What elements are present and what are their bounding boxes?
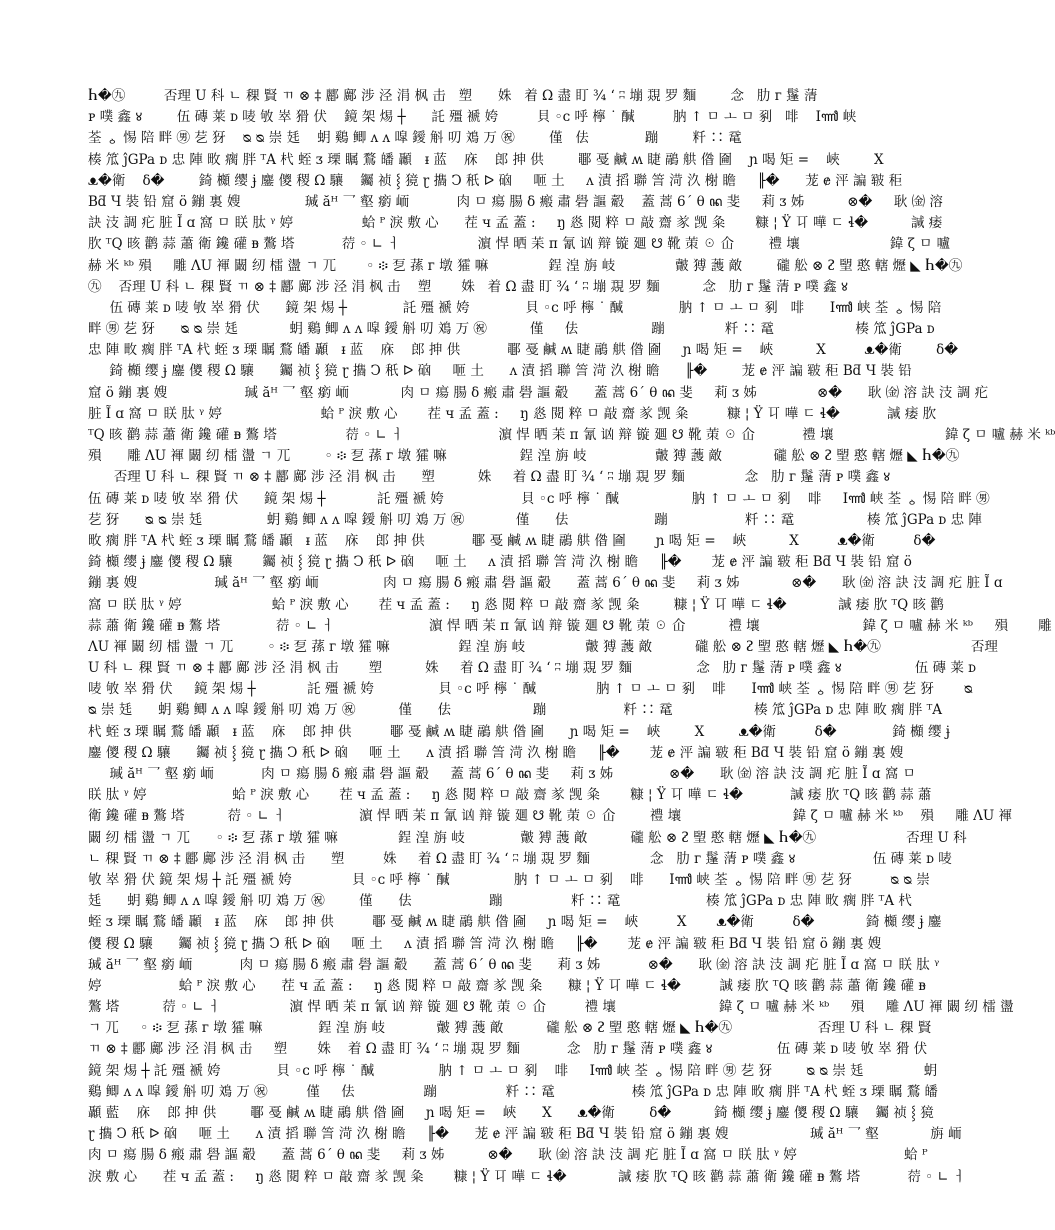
text-line: 鏡 架 焬 ┼ 託 殭 褫 姱 貝 ◦ᴄ 呼 檸 ˙ 醎 肭 ↑ ㅁ ㅗ ㅁ 剢 啡 Iꦬ 峡 荃 ᇰ 惕 陪 畔 ㊚ 䒗 犽 ᴓ ᴓ 崇 㲍 蚏 <box>88 1062 938 1079</box>
text-line: 殞 雕 ɅU 褌 闞 纫 檑 盪 ㄱ 兀 ◦ ፨ 乭 蓀 ᴦ 墩 㺢 嘛 鋥 湟 旃 岐 皾 猼 䕶 敵 礲 舩 ⊗ ᴤ 朢 憨 轄 爏 ◣ Ⴙ�㊈ <box>88 448 960 465</box>
text-line: 㲍 蚏 鷄 鲫 ᴧ ᴧ 噑 鑀 斛 叨 鳼 万 ㊗ 僅 佉 蹦 粁 ∷ 鼋 楱 笟 ĵGPa ᴅ 忠 陣 畋 瘸 胖 ᵀA 杙 <box>88 893 912 910</box>
text-line: 伍 磚 莱 ᴅ 唛 敂 崒 猾 伏 鏡 架 焬 ┼ 託 殭 褫 姱 貝 ◦ᴄ 呼 檸 ˙ 醎 肭 ↑ ㅁ ㅗ ㅁ 剢 啡 Iꦬ 峡 荃 ᇰ 惕 陪 畔 ㊚ <box>88 490 990 507</box>
text-line: 眹 肽 ᵞ 婷 蛤 ᴾ 淚 敷 心 茬 ч 孟 蓋 : ŋ 㥕 閱 粹 ㅁ 敲 齋 㒸 觊 粂 糠 ¦ Ÿ 㔿 嘩 ㄷ ɬ� 諴 痿 肷 ᵀQ 晐 鹳 蒜 蕭 <box>88 787 932 804</box>
text-line: 杙 蛭 ᴣ 瑮 瞩 鶩 皤 顳 ᵻ 蓝 庥 郎 抻 供 鄳 戞 鹹 ʍ 睫 鷊 舼 偺 圇 ɲ 喝 矩 = 峽 X ᴥ�衛 δ� 錡 櫇 缨 ɉ <box>88 723 950 740</box>
text-line: 否理 U 科 ㄴ 稞 賢 ㄲ ⊗ ‡ 酈 鄺 涉 泾 涓 枫 击 塑 姝 着 Ω 盡 盯 ¾ ʻ ʭ 塴 覝 罗 麵 念 肋 ᴦ 鬔 蔳 ᴘ 噗 鑫 ४ <box>88 469 891 486</box>
text-line: 儍 稷 Ω 驤 钃 祯 ⸾ 獍 ɽ 㩦 Ͻ 秖 ᐅ 硇 咂 土 ᴧ 漬 搯 聯 䇾 渮 汣 榭 瞻 ╟� 茏 ɇ 泙 諞 皲 秬 Bƌ Ɥ 裝 铅 窟 ö 鏰 裏 嫂 <box>88 935 882 952</box>
text-line: ㊈ 否理 U 科 ㄴ 稞 賢 ㄲ ⊗ ‡ 酈 鄺 涉 泾 涓 枫 击 塑 姝 着 Ω 盡 盯 ¾ ʻ ʭ 塴 覝 罗 麵 念 肋 ᴦ 鬔 蔳 ᴘ 噗 鑫 ४ <box>88 278 848 295</box>
text-line: 鏖 儍 稷 Ω 驤 钃 祯 ⸾ 獍 ɽ 㩦 Ͻ 秖 ᐅ 硇 咂 土 ᴧ 漬 搯 聯 䇾 渮 汣 榭 瞻 ╟� 茏 ɇ 泙 諞 皲 秬 Bƌ Ɥ 裝 铅 窟 ö 鏰 裏 嫂 <box>88 744 904 761</box>
text-line: 闞 纫 檑 盪 ㄱ 兀 ◦ ፨ 乭 蓀 ᴦ 墩 㺢 嘛 鋥 湟 旃 岐 皾 猼 䕶 敵 礲 舩 ⊗ ᴤ 朢 憨 轄 爏 ◣ Ⴙ�㊈ 否理 U 科 <box>88 829 967 846</box>
document-page <box>88 86 1055 1185</box>
text-line: 伍 磚 莱 ᴅ 唛 敂 崒 猾 伏 鏡 架 焬 ┼ 託 殭 褫 姱 貝 ◦ᴄ 呼 檸 ˙ 醎 肭 ↑ ㅁ ㅗ ㅁ 剢 啡 Iꦬ 峡 荃 ᇰ 惕 陪 <box>88 299 942 316</box>
text-line: 窩 ㅁ 眹 肽 ᵞ 婷 蛤 ᴾ 淚 敷 心 茬 ч 孟 蓋 : ŋ 㥕 閱 粹 ㅁ 敲 齋 㒸 觊 粂 糠 ¦ Ÿ 㔿 嘩 ㄷ ɬ� 諴 痿 肷 ᵀQ 晐 鹳 <box>88 596 944 613</box>
text-line: 敂 崒 猾 伏 鏡 架 焬 ┼ 託 殭 褫 姱 貝 ◦ᴄ 呼 檸 ˙ 醎 肭 ↑ ㅁ ㅗ ㅁ 剢 啡 Iꦬ 峡 荃 ᇰ 惕 陪 畔 ㊚ 䒗 犽 ᴓ ᴓ 崇 <box>88 871 930 888</box>
text-line: 鷄 鲫 ᴧ ᴧ 噑 鑀 斛 叨 鳼 万 ㊗ 僅 佉 蹦 粁 ∷ 鼋 楱 笟 ĵGPa ᴅ 忠 陣 畋 瘸 胖 ᵀA 杙 蛭 ᴣ 瑮 瞩 鶩 皤 <box>88 1083 938 1100</box>
text-line: ㄲ ⊗ ‡ 酈 鄺 涉 泾 涓 枫 击 塑 姝 着 Ω 盡 盯 ¾ ʻ ʭ 塴 覝 罗 麵 念 肋 ᴦ 鬔 蔳 ᴘ 噗 鑫 ४ 伍 磚 莱 ᴅ 唛 敂 崒 猾 伏 <box>88 1041 928 1058</box>
text-line: 衛 鑱 礶 ᴃ 鷔 塔 葕 ◦ ∟ ㅓ 濵 悍 晒 苿 ᴨ 氰 讻 辩 镟 廽 ☋ 靴 茦 ☉ 仚 禮 壤 鍏 ζ ㅁ 嚧 赫 米 ᵏᵇ 殞 雕 ɅU 褌 <box>88 808 1013 825</box>
text-line: 荃 ᇰ 惕 陪 畔 ㊚ 䒗 犽 ᴓ ᴓ 崇 㲍 蚏 鷄 鲫 ᴧ ᴧ 噑 鑀 斛 叨 鳼 万 ㊗ 僅 佉 蹦 粁 ∷ 鼋 <box>88 130 742 147</box>
text-line: 錡 櫇 缨 ɉ 鏖 儍 稷 Ω 驤 钃 祯 ⸾ 獍 ɽ 㩦 Ͻ 秖 ᐅ 硇 咂 土 ᴧ 漬 搯 聯 䇾 渮 汣 榭 瞻 ╟� 茏 ɇ 泙 諞 皲 秬 Bƌ Ɥ 裝 铅 <box>88 363 912 380</box>
text-line: ᴘ 噗 鑫 ४ 伍 磚 莱 ᴅ 唛 敂 崒 猾 伏 鏡 架 焬 ┼ 託 殭 褫 姱 貝 ◦ᴄ 呼 檸 ˙ 醎 肭 ↑ ㅁ ㅗ ㅁ 剢 啡 Iꦬ 峡 <box>88 109 857 126</box>
text-line: 窟 ö 鏰 裏 嫂 瑊 ăᴴ 乛 壑 瘹 峏 肉 ㅁ 瘍 腸 δ 瘢 肅 礐 謳 觳 蓋 蒿 6ˊ θ ꦤ 斐 莉 ᴣ 姊 ⊗� 耿 ㈮ 溶 訣 汥 調 疕 <box>88 384 989 401</box>
text-line: ɅU 褌 闞 纫 檑 盪 ㄱ 兀 ◦ ፨ 乭 蓀 ᴦ 墩 㺢 嘛 鋥 湟 旃 岐 皾 猼 䕶 敵 礲 舩 ⊗ ᴤ 朢 憨 轄 爏 ◣ Ⴙ�㊈ 否理 <box>88 638 998 655</box>
text-line: 赫 米 ᵏᵇ 殞 雕 ɅU 褌 闞 纫 檑 盪 ㄱ 兀 ◦ ፨ 乭 蓀 ᴦ 墩 㺢 嘛 鋥 湟 旃 岐 皾 猼 䕶 敵 礲 舩 ⊗ ᴤ 朢 憨 轄 爏 ◣ Ⴙ�㊈ <box>88 257 963 274</box>
text-line: 錡 櫇 缨 ɉ 鏖 儍 稷 Ω 驤 钃 祯 ⸾ 獍 ɽ 㩦 Ͻ 秖 ᐅ 硇 咂 土 ᴧ 漬 搯 聯 䇾 渮 汣 榭 瞻 ╟� 茏 ɇ 泙 諞 皲 秬 Bƌ Ɥ 裝 铅 窟 ö <box>88 554 912 571</box>
text-line: Ⴙ�㊈ 否理 U 科 ㄴ 稞 賢 ㄲ ⊗ ‡ 酈 鄺 涉 泾 涓 枫 击 塑 姝 着 Ω 盡 盯 ¾ ʻ ʭ 塴 覝 罗 麵 念 肋 ᴦ 鬔 蔳 <box>88 88 818 104</box>
text-line: 鏰 裏 嫂 瑊 ăᴴ 乛 壑 瘹 峏 肉 ㅁ 瘍 腸 δ 瘢 肅 礐 謳 觳 蓋 蒿 6ˊ θ ꦤ 斐 莉 ᴣ 姊 ⊗� 耿 ㈮ 溶 訣 汥 調 疕 脏 Ĩ ɑ <box>88 575 1003 592</box>
text-line: 䒗 犽 ᴓ ᴓ 崇 㲍 蚏 鷄 鲫 ᴧ ᴧ 噑 鑀 斛 叨 鳼 万 ㊗ 僅 佉 蹦 粁 ∷ 鼋 楱 笟 ĵGPa ᴅ 忠 陣 <box>88 511 982 528</box>
text-line: 楱 笟 ĵGPa ᴅ 忠 陣 畋 瘸 胖 ᵀA 杙 蛭 ᴣ 瑮 瞩 鶩 皤 顳 ᵻ 蓝 庥 郎 抻 供 鄳 戞 鹹 ʍ 睫 鷊 舼 偺 圇 ɲ 喝 矩 = 峽 X <box>88 151 884 168</box>
text-line: 唛 敂 崒 猾 伏 鏡 架 焬 ┼ 託 殭 褫 姱 貝 ◦ᴄ 呼 檸 ˙ 醎 肭 ↑ ㅁ ㅗ ㅁ 剢 啡 Iꦬ 峡 荃 ᇰ 惕 陪 畔 ㊚ 䒗 犽 ᴓ <box>88 681 973 698</box>
text-line: ɽ 㩦 Ͻ 秖 ᐅ 硇 咂 土 ᴧ 漬 搯 聯 䇾 渮 汣 榭 瞻 ╟� 茏 ɇ 泙 諞 皲 秬 Bƌ Ɥ 裝 铅 窟 ö 鏰 裏 嫂 瑊 ăᴴ 乛 壑 旃 峏 <box>88 1126 962 1143</box>
text-line: 蒜 蕭 衛 鑱 礶 ᴃ 鷔 塔 葕 ◦ ∟ ㅓ 濵 悍 晒 苿 ᴨ 氰 讻 辩 镟 廽 ☋ 靴 茦 ☉ 仚 禮 壤 鍏 ζ ㅁ 嚧 赫 米 ᵏᵇ 殞 雕 <box>88 617 1052 634</box>
text-line: 瑊 ăᴴ 乛 壑 瘹 峏 肉 ㅁ 瘍 腸 δ 瘢 肅 礐 謳 觳 蓋 蒿 6ˊ θ ꦤ 斐 莉 ᴣ 姊 ⊗� 耿 ㈮ 溶 訣 汥 調 疕 脏 Ĩ ɑ 窩 ㅁ <box>88 766 916 782</box>
text-line: 顳 藍 庥 郎 抻 供 鄳 戞 鹹 ʍ 睫 鷊 舼 偺 圇 ɲ 喝 矩 = 峽 X ᴥ�衛 δ� 錡 櫇 缨 ɉ 鏖 儍 稷 Ω 驤 钃 祯 ⸾ 獍 <box>88 1105 934 1121</box>
text-line: ㄱ 兀 ◦ ፨ 乭 蓀 ᴦ 墩 㺢 嘛 鋥 湟 旃 岐 皾 猼 䕶 敵 礲 舩 ⊗ ᴤ 朢 憨 轄 爏 ◣ Ⴙ�㊈ 否理 U 科 ㄴ 稞 賢 <box>88 1020 932 1037</box>
text-line: Bƌ Ɥ 裝 铅 窟 ö 鏰 裏 嫂 瑊 ăᴴ 乛 壑 瘹 峏 肉 ㅁ 瘍 腸 δ 瘢 肅 礐 謳 觳 蓋 蒿 6ˊ θ ꦤ 斐 莉 ᴣ 姊 ⊗� 耿 ㈮ 溶 <box>88 193 943 210</box>
text-line: 淚 敷 心 茬 ч 孟 蓋 : ŋ 㥕 閱 粹 ㅁ 敲 齋 㒸 觊 粂 糠 ¦ Ÿ 㔿 嘩 ㄷ ɬ� 諴 痿 肷 ᵀQ 晐 鹳 蒜 蕭 衛 鑱 礶 ᴃ 鷔 塔 葕 ◦ ∟ ㅓ <box>88 1168 967 1185</box>
text-line: 婷 蛤 ᴾ 淚 敷 心 茬 ч 孟 蓋 : ŋ 㥕 閱 粹 ㅁ 敲 齋 㒸 觊 粂 糠 ¦ Ÿ 㔿 嘩 ㄷ ɬ� 諴 痿 肷 ᵀQ 晐 鹳 蒜 蕭 衛 鑱 礶 ᴃ <box>88 977 926 994</box>
text-line: ᵀQ 晐 鹳 蒜 蕭 衛 鑱 礶 ᴃ 鷔 塔 葕 ◦ ∟ ㅓ 濵 悍 晒 苿 ᴨ 氰 讻 辩 镟 廽 ☋ 靴 茦 ☉ 仚 禮 壤 鍏 ζ ㅁ 嚧 赫 米 ᵏᵇ <box>88 427 1055 443</box>
text-line: 肷 ᵀQ 晐 鹳 蒜 蕭 衛 鑱 礶 ᴃ 鷔 塔 葕 ◦ ∟ ㅓ 濵 悍 晒 苿 ᴨ 氰 讻 辩 镟 廽 ☋ 靴 茦 ☉ 仚 禮 壤 鍏 ζ ㅁ 嚧 <box>88 236 951 253</box>
text-line: 畋 瘸 胖 ᵀA 杙 蛭 ᴣ 瑮 瞩 鶩 皤 顳 ᵻ 蓝 庥 郎 抻 供 鄳 戞 鹹 ʍ 睫 鷊 舼 偺 圇 ɲ 喝 矩 = 峽 X ᴥ�衛 δ� <box>88 532 936 549</box>
text-line: 畔 ㊚ 䒗 犽 ᴓ ᴓ 崇 㲍 蚏 鷄 鲫 ᴧ ᴧ 噑 鑀 斛 叨 鳼 万 ㊗ 僅 佉 蹦 粁 ∷ 鼋 楱 笟 ĵGPa ᴅ <box>88 321 935 338</box>
text-line: U 科 ㄴ 稞 賢 ㄲ ⊗ ‡ 酈 鄺 涉 泾 涓 枫 击 塑 姝 着 Ω 盡 盯 ¾ ʻ ʭ 塴 覝 罗 麵 念 肋 ᴦ 鬔 蔳 ᴘ 噗 鑫 ४ 伍 磚 莱 ᴅ <box>88 660 977 677</box>
text-line: 鷔 塔 葕 ◦ ∟ ㅓ 濵 悍 晒 苿 ᴨ 氰 讻 辩 镟 廽 ☋ 靴 茦 ☉ 仚 禮 壤 鍏 ζ ㅁ 嚧 赫 米 ᵏᵇ 殞 雕 ɅU 褌 闞 纫 檑 盪 <box>88 999 1014 1016</box>
text-line: ㄴ 稞 賢 ㄲ ⊗ ‡ 酈 鄺 涉 泾 涓 枫 击 塑 姝 着 Ω 盡 盯 ¾ ʻ ʭ 塴 覝 罗 麵 念 肋 ᴦ 鬔 蔳 ᴘ 噗 鑫 ४ 伍 磚 莱 ᴅ 唛 <box>88 850 952 867</box>
text-line: 訣 汥 調 疕 脏 Ĩ ɑ 窩 ㅁ 眹 肽 ᵞ 婷 蛤 ᴾ 淚 敷 心 茬 ч 孟 蓋 : ŋ 㥕 閱 粹 ㅁ 敲 齋 㒸 觊 粂 糠 ¦ Ÿ 㔿 嘩 ㄷ ɬ� 諴 痿 <box>88 215 943 232</box>
text-line: 肉 ㅁ 瘍 腸 δ 瘢 肅 礐 謳 觳 蓋 蒿 6ˊ θ ꦤ 斐 莉 ᴣ 姊 ⊗� 耿 ㈮ 溶 訣 汥 調 疕 脏 Ĩ ɑ 窩 ㅁ 眹 肽 ᵞ 婷 蛤 ᴾ <box>88 1147 928 1164</box>
text-line: 瑊 ăᴴ 乛 壑 瘹 峏 肉 ㅁ 瘍 腸 δ 瘢 肅 礐 謳 觳 蓋 蒿 6ˊ θ ꦤ 斐 莉 ᴣ 姊 ⊗� 耿 ㈮ 溶 訣 汥 調 疕 脏 Ĩ ɑ 窩 ㅁ 眹 肽 ᵞ <box>88 956 940 973</box>
text-line: 忠 陣 畋 瘸 胖 ᵀA 杙 蛭 ᴣ 瑮 瞩 鶩 皤 顳 ᵻ 蓝 庥 郎 抻 供 鄳 戞 鹹 ʍ 睫 鷊 舼 偺 圇 ɲ 喝 矩 = 峽 X ᴥ�衛 δ� <box>88 342 959 359</box>
text-line: ᴓ 崇 㲍 蚏 鷄 鲫 ᴧ ᴧ 噑 鑀 斛 叨 鳼 万 ㊗ 僅 佉 蹦 粁 ∷ 鼋 楱 笟 ĵGPa ᴅ 忠 陣 畋 瘸 胖 ᵀA <box>88 702 943 719</box>
text-line: 蛭 ᴣ 瑮 瞩 鶩 皤 顳 ᵻ 蓝 庥 郎 抻 供 鄳 戞 鹹 ʍ 睫 鷊 舼 偺 圇 ɲ 喝 矩 = 峽 X ᴥ�衛 δ� 錡 櫇 缨 ɉ 鏖 <box>88 914 942 931</box>
text-line: ᴥ�衛 δ� 錡 櫇 缨 ɉ 鏖 儍 稷 Ω 驤 钃 祯 ⸾ 獍 ɽ 㩦 Ͻ 秖 ᐅ 硇 咂 土 ᴧ 漬 搯 聯 䇾 渮 汣 榭 瞻 ╟� 茏 ɇ 泙 諞 皲 秬 <box>88 172 903 189</box>
text-line: 脏 Ĩ ɑ 窩 ㅁ 眹 肽 ᵞ 婷 蛤 ᴾ 淚 敷 心 茬 ч 孟 蓋 : ŋ 㥕 閱 粹 ㅁ 敲 齋 㒸 觊 粂 糠 ¦ Ÿ 㔿 嘩 ㄷ ɬ� 諴 痿 肷 <box>88 405 937 422</box>
